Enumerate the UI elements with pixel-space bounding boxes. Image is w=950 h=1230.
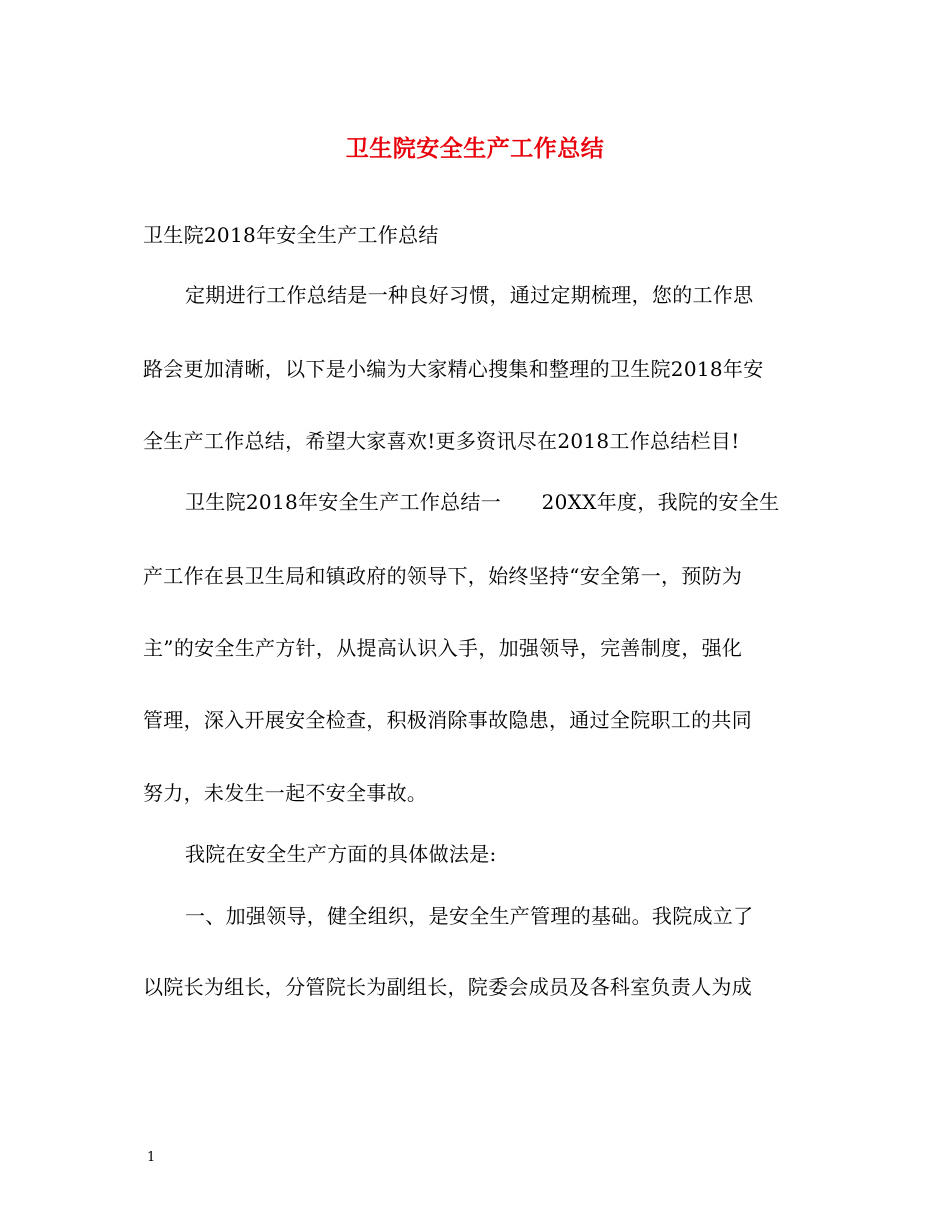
body-line: 路会更加清晰，以下是小编为大家精心搜集和整理的卫生院2018年安 [143, 357, 764, 381]
body-line: 主”的安全生产方针，从提高认识入手，加强领导，完善制度，强化 [143, 636, 743, 660]
body-line: 我院在安全生产方面的具体做法是: [185, 842, 497, 866]
body-line: 产工作在县卫生局和镇政府的领导下，始终坚持“安全第一，预防为 [143, 564, 743, 588]
body-line: 一、加强领导，健全组织，是安全生产管理的基础。我院成立了 [185, 904, 754, 928]
document-title: 卫生院安全生产工作总结 [345, 135, 605, 162]
body-line: 管理，深入开展安全检查，积极消除事故隐患，通过全院职工的共同 [143, 708, 752, 732]
body-line: 以院长为组长，分管院长为副组长，院委会成员及各科室负责人为成 [143, 975, 752, 999]
body-line: 定期进行工作总结是一种良好习惯，通过定期梳理，您的工作思 [185, 283, 754, 307]
body-line: 卫生院2018年安全生产工作总结一 20XX年度，我院的安全生 [185, 490, 780, 514]
body-line: 努力，未发生一起不安全事故。 [143, 781, 428, 805]
page-number: 1 [147, 1150, 156, 1165]
subtitle-line: 卫生院2018年安全生产工作总结 [143, 223, 439, 247]
body-line: 全生产工作总结，希望大家喜欢!更多资讯尽在2018工作总结栏目! [143, 429, 740, 453]
